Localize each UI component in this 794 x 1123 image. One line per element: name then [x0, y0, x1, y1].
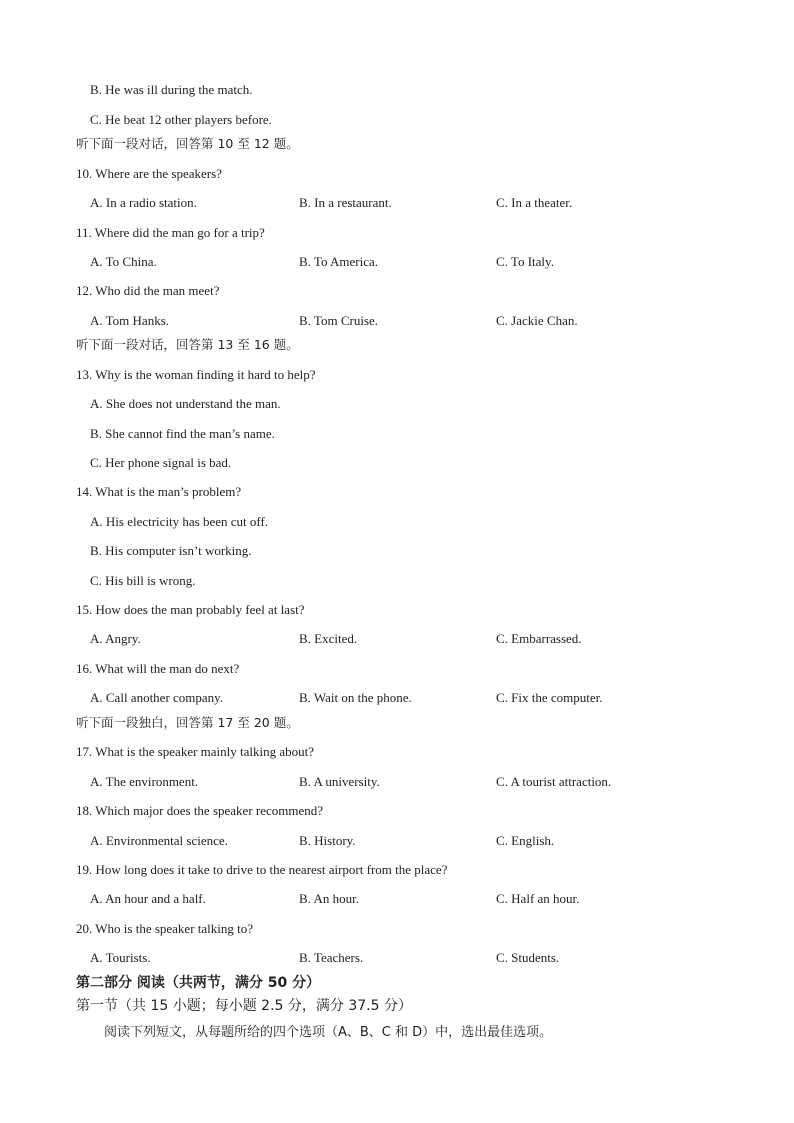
q17-option-c: C. A tourist attraction.	[496, 774, 612, 789]
question-17: 17. What is the speaker mainly talking about?	[76, 744, 315, 759]
q12-option-c: C. Jackie Chan.	[496, 313, 578, 328]
q14-option-b: B. His computer isn’t working.	[90, 543, 252, 558]
q18-option-b: B. History.	[299, 833, 356, 848]
q15-option-c: C. Embarrassed.	[496, 631, 582, 646]
question-12: 12. Who did the man meet?	[76, 283, 220, 298]
q15-option-b: B. Excited.	[299, 631, 358, 646]
q15-option-a: A. Angry.	[90, 631, 141, 646]
q10-option-b: B. In a restaurant.	[299, 195, 392, 210]
q16-option-b: B. Wait on the phone.	[299, 690, 412, 705]
q16-option-a: A. Call another company.	[90, 690, 224, 705]
section1-title: 第一节（共 15 小题；每小题 2.5 分，满分 37.5 分）	[76, 998, 412, 1014]
q17-option-a: A. The environment.	[90, 774, 199, 789]
q19-option-a: A. An hour and a half.	[90, 891, 206, 906]
q10-option-c: C. In a theater.	[496, 195, 573, 210]
directions-10-12: 听下面一段对话，回答第 10 至 12 题。	[76, 136, 299, 151]
q11-option-b: B. To America.	[299, 254, 379, 269]
q9-option-c: C. He beat 12 other players before.	[90, 112, 272, 127]
question-11: 11. Where did the man go for a trip?	[76, 225, 265, 240]
q13-option-b: B. She cannot find the man’s name.	[90, 426, 275, 441]
question-15: 15. How does the man probably feel at last?	[76, 602, 305, 617]
q14-option-a: A. His electricity has been cut off.	[90, 514, 269, 529]
q13-option-c: C. Her phone signal is bad.	[90, 455, 232, 470]
q10-option-a: A. In a radio station.	[90, 195, 197, 210]
question-18: 18. Which major does the speaker recommend?	[76, 803, 324, 818]
q20-option-b: B. Teachers.	[299, 950, 364, 965]
q19-option-b: B. An hour.	[299, 891, 359, 906]
reading-instruction: 阅读下列短文，从每题所给的四个选项（A、B、C 和 D）中，选出最佳选项。	[104, 1025, 553, 1040]
q12-option-a: A. Tom Hanks.	[90, 313, 170, 328]
directions-13-16: 听下面一段对话，回答第 13 至 16 题。	[76, 337, 299, 352]
q20-option-a: A. Tourists.	[90, 950, 151, 965]
q19-option-c: C. Half an hour.	[496, 891, 580, 906]
q17-option-b: B. A university.	[299, 774, 380, 789]
q18-option-c: C. English.	[496, 833, 555, 848]
question-14: 14. What is the man’s problem?	[76, 484, 242, 499]
question-16: 16. What will the man do next?	[76, 661, 240, 676]
part2-title: 第二部分 阅读（共两节，满分 50 分）	[76, 975, 321, 991]
directions-17-20: 听下面一段独白，回答第 17 至 20 题。	[76, 715, 299, 730]
question-19: 19. How long does it take to drive to the nearest airport from the place?	[76, 862, 448, 877]
q16-option-c: C. Fix the computer.	[496, 690, 603, 705]
q9-option-b: B. He was ill during the match.	[90, 82, 253, 97]
q12-option-b: B. Tom Cruise.	[299, 313, 379, 328]
q14-option-c: C. His bill is wrong.	[90, 573, 196, 588]
q18-option-a: A. Environmental science.	[90, 833, 228, 848]
q11-option-a: A. To China.	[90, 254, 157, 269]
question-13: 13. Why is the woman finding it hard to help?	[76, 367, 316, 382]
question-20: 20. Who is the speaker talking to?	[76, 921, 254, 936]
question-10: 10. Where are the speakers?	[76, 166, 222, 181]
q11-option-c: C. To Italy.	[496, 254, 554, 269]
q13-option-a: A. She does not understand the man.	[90, 396, 281, 411]
q20-option-c: C. Students.	[496, 950, 560, 965]
